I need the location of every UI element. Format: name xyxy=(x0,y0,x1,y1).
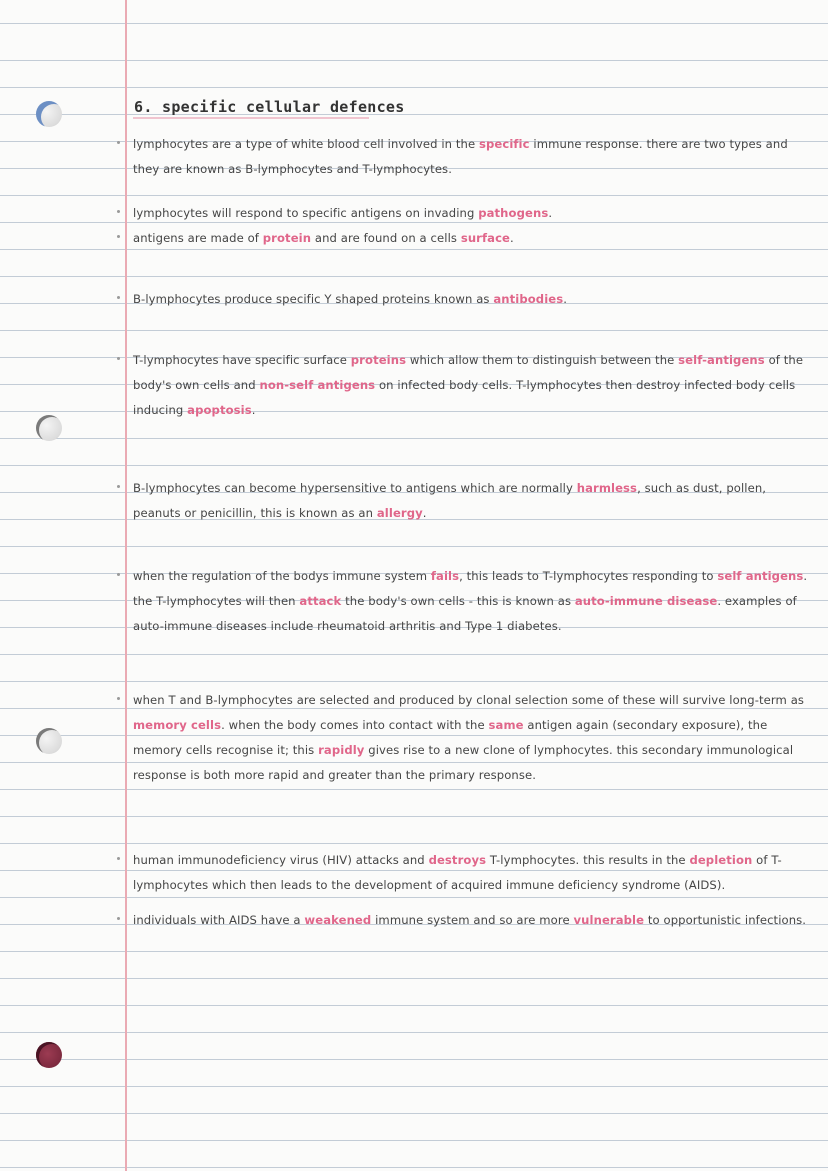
highlighted-term: proteins xyxy=(350,353,407,367)
highlighted-term: auto-immune disease xyxy=(574,594,718,608)
paragraph-text: . examples of auto-immune diseases include rheumatoid arthritis and Type 1 diabetes. xyxy=(133,594,797,633)
paragraph-text: immune response. there are two types and they are known as B-lymphocytes and T-lymphocytes. xyxy=(133,137,788,176)
highlighted-term: harmless xyxy=(576,481,638,495)
highlighted-term: pathogens xyxy=(478,206,549,220)
note-paragraph xyxy=(133,688,813,788)
paragraph-text: when the regulation of the bodys immune system xyxy=(133,569,431,583)
paragraph-text: which allow them to distinguish between the xyxy=(406,353,679,367)
title-underline xyxy=(133,117,369,119)
paragraph-text: , such as dust, pollen, peanuts or penicillin, this is known as an xyxy=(133,481,767,520)
paragraph-text: of T-lymphocytes which then leads to the development of acquired immune deficiency syndrome (AIDS). xyxy=(133,853,782,892)
highlighted-term: vulnerable xyxy=(573,913,645,927)
highlighted-term: allergy xyxy=(376,506,423,520)
paragraph-text: B-lymphocytes produce specific Y shaped proteins known as xyxy=(133,292,494,306)
bullet-dot xyxy=(117,296,120,299)
paragraph-text: . xyxy=(548,206,553,220)
bullet-dot xyxy=(117,857,120,860)
paragraph-text: lymphocytes will respond to specific antigens on invading xyxy=(133,206,479,220)
note-paragraph xyxy=(133,287,813,312)
highlighted-term: memory cells xyxy=(133,718,222,732)
highlighted-term: non-self antigens xyxy=(259,378,376,392)
bullet-dot xyxy=(117,697,120,700)
note-paragraph xyxy=(133,564,813,639)
note-paragraph xyxy=(133,226,813,251)
paragraph-text: , this leads to T-lymphocytes responding to xyxy=(459,569,718,583)
highlighted-term: self antigens xyxy=(717,569,804,583)
highlighted-term: surface xyxy=(460,231,511,245)
paragraph-text: immune system and so are more xyxy=(371,913,574,927)
paragraph-text: when T and B-lymphocytes are selected and produced by clonal selection some of these will survive long-term as xyxy=(133,693,805,707)
paragraph-text: antigen again (secondary exposure), the memory cells recognise it; this xyxy=(133,718,768,757)
paragraph-text: . when the body comes into contact with the xyxy=(221,718,489,732)
paragraph-text: . the T-lymphocytes will then xyxy=(133,569,808,608)
paragraph-text: lymphocytes are a type of white blood cell involved in the xyxy=(133,137,479,151)
paragraph-text: gives rise to a new clone of lymphocytes. this secondary immunological response is both more rapid and greater than the primary response. xyxy=(133,743,794,782)
bullet-dot xyxy=(117,573,120,576)
highlighted-term: rapidly xyxy=(318,743,365,757)
paragraph-text: T-lymphocytes have specific surface xyxy=(133,353,351,367)
paragraph-text: and are found on a cells xyxy=(311,231,461,245)
highlighted-term: fails xyxy=(430,569,460,583)
note-paragraph xyxy=(133,201,813,226)
highlighted-term: antibodies xyxy=(493,292,564,306)
paragraph-text: . xyxy=(251,403,256,417)
paragraph-text: the body's own cells - this is known as xyxy=(341,594,575,608)
highlighted-term: protein xyxy=(262,231,312,245)
highlighted-term: specific xyxy=(479,137,530,151)
highlighted-term: apoptosis xyxy=(187,403,252,417)
paragraph-text: B-lymphocytes can become hypersensitive to antigens which are normally xyxy=(133,481,577,495)
paragraph-text: . xyxy=(510,231,514,245)
highlighted-term: self-antigens xyxy=(678,353,765,367)
highlighted-term: destroys xyxy=(428,853,487,867)
paragraph-text: T-lymphocytes. this results in the xyxy=(486,853,690,867)
bullet-dot xyxy=(117,235,120,238)
paragraph-text: to opportunistic infections. xyxy=(644,913,807,927)
highlighted-term: attack xyxy=(299,594,342,608)
highlighted-term: weakened xyxy=(304,913,372,927)
note-paragraph xyxy=(133,908,813,933)
paragraph-text: of the body's own cells and xyxy=(133,353,804,392)
bullet-dot xyxy=(117,357,120,360)
highlighted-term: depletion xyxy=(689,853,753,867)
paragraph-text: human immunodeficiency virus (HIV) attacks and xyxy=(133,853,429,867)
paragraph-text: . xyxy=(563,292,568,306)
paragraph-text: on infected body cells. T-lymphocytes then destroy infected body cells inducing xyxy=(133,378,796,417)
page-title: 6. specific cellular defences xyxy=(134,98,405,116)
bullet-dot xyxy=(117,141,120,144)
paragraph-text: individuals with AIDS have a xyxy=(133,913,305,927)
bullet-dot xyxy=(117,917,120,920)
note-paragraph xyxy=(133,132,813,182)
paragraph-text: . xyxy=(422,506,427,520)
highlighted-term: same xyxy=(488,718,524,732)
note-paragraph xyxy=(133,348,813,423)
note-paragraph xyxy=(133,476,813,526)
note-paragraph xyxy=(133,848,813,898)
bullet-dot xyxy=(117,210,120,213)
bullet-dot xyxy=(117,485,120,488)
paragraph-text: antigens are made of xyxy=(133,231,263,245)
